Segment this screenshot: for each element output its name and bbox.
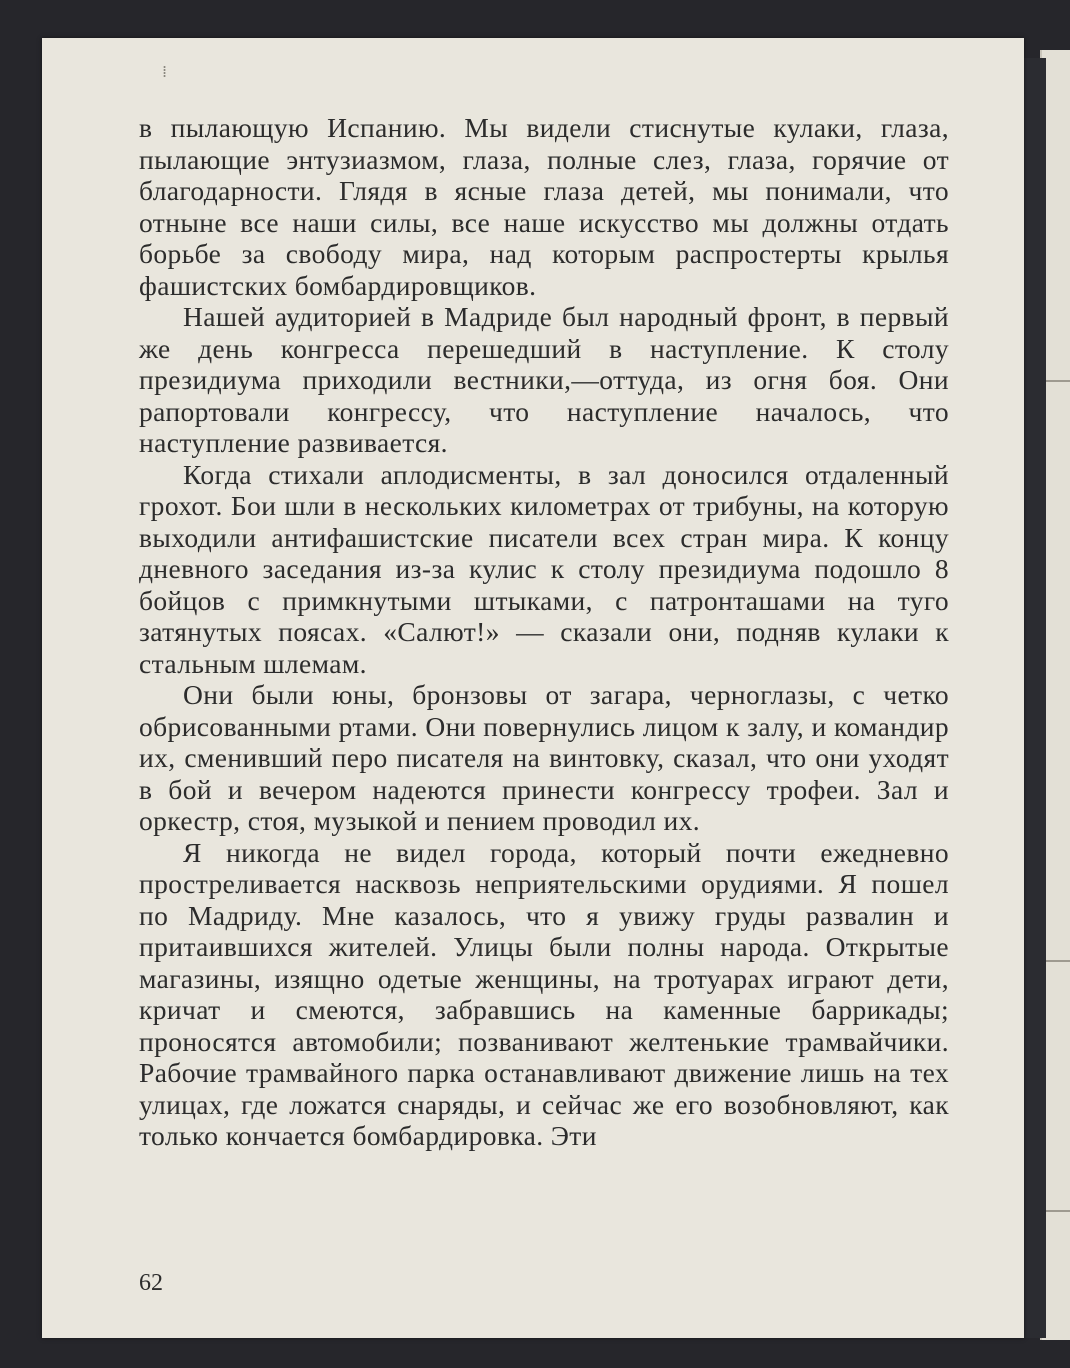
page-number: 62: [139, 1270, 163, 1296]
paragraph: Они были юны, бронзовы от загара, черноглазы, с четко обрисованными ртами. Они повернулись лицом к залу, и командир их, сменивший перо писателя на винтовку, сказал, что они уходят в бой и вечером надеются принести конгрессу трофеи. Зал и оркестр, стоя, музыкой и пением проводил их.: [139, 679, 949, 836]
paragraph: Когда стихали аплодисменты, в зал доносился отдаленный грохот. Бои шли в нескольких километрах от трибуны, на которую выходили антифашистские писатели всех стран мира. К концу дневного заседания из-за кулис к столу президиума подошло 8 бойцов с примкнутыми штыками, с патронташами на туго затянутых поясах. «Салют!» — сказали они, подняв кулаки к стальным шлемам.: [139, 458, 949, 679]
smudge-mark: ⁞: [162, 62, 168, 81]
page-tear-mark: [1042, 380, 1070, 382]
page-tear-mark: [1042, 1210, 1070, 1212]
paragraph: Нашей аудиторией в Мадриде был народный фронт, в первый же день конгресса перешедший в наступление. К столу президиума приходили вестники,—оттуда, из огня боя. Они рапортовали конгрессу, что наступление началось, что наступление развивается.: [139, 301, 949, 458]
paragraph: Я никогда не видел города, который почти ежедневно простреливается насквозь неприятельскими орудиями. Я пошел по Мадриду. Мне казалось, что я увижу груды развалин и притаившихся жителей. Улицы были полны народа. Открытые магазины, изящно одетые женщины, на тротуарах играют дети, кричат и смеются, забравшись на каменные баррикады; проносятся автомобили; позванивают желтенькие трамвайчики. Рабочие трамвайного парка останавливают движение лишь на тех улицах, где ложатся снаряды, и сейчас же его возобновляют, как только кончается бомбардировка. Эти: [139, 836, 949, 1151]
paragraph: в пылающую Испанию. Мы видели стиснутые кулаки, глаза, пылающие энтузиазмом, глаза, полные слез, глаза, горячие от благодарности. Глядя в ясные глаза детей, мы понимали, что отныне все наши силы, все наше искусство мы должны отдать борьбе за свободу мира, над которым распростерты крылья фашистских бомбардировщиков.: [139, 112, 949, 301]
page-tear-mark: [1042, 960, 1070, 962]
book-spine-gap: [1024, 58, 1046, 1338]
page-body-text: [139, 112, 949, 1152]
